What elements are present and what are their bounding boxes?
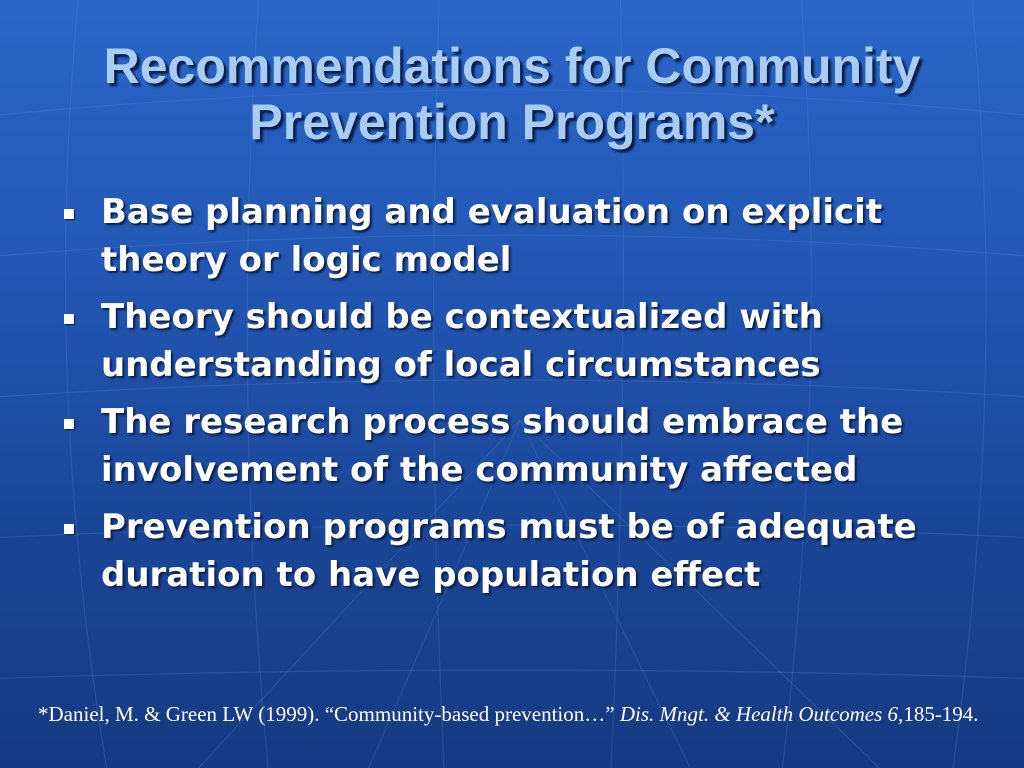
citation-footnote <box>38 700 998 729</box>
bullet-item <box>58 503 968 599</box>
square-bullet-icon <box>64 314 74 324</box>
bullet-item <box>58 188 968 284</box>
bullet-text: The research process should embrace the involvement of the community affected <box>101 402 904 490</box>
citation-journal: Dis. Mngt. & Health Outcomes 6, <box>619 702 904 726</box>
bullet-list <box>58 188 968 608</box>
title-line-1: Recommendations for Community <box>103 38 921 94</box>
square-bullet-icon <box>64 419 74 429</box>
bullet-text: Prevention programs must be of adequate duration to have population effect <box>101 507 917 595</box>
bullet-item <box>58 293 968 389</box>
square-bullet-icon <box>64 209 74 219</box>
square-bullet-icon <box>64 524 74 534</box>
bullet-text: Theory should be contextualized with understanding of local circumstances <box>101 297 823 385</box>
citation-prefix: *Daniel, M. & Green LW (1999). “Community-based prevention…” <box>38 702 620 726</box>
slide-title <box>20 38 1004 150</box>
title-line-2: Prevention Programs* <box>249 94 775 150</box>
citation-pages: 185-194. <box>903 702 979 726</box>
bullet-item <box>58 398 968 494</box>
bullet-text: Base planning and evaluation on explicit theory or logic model <box>101 192 883 280</box>
